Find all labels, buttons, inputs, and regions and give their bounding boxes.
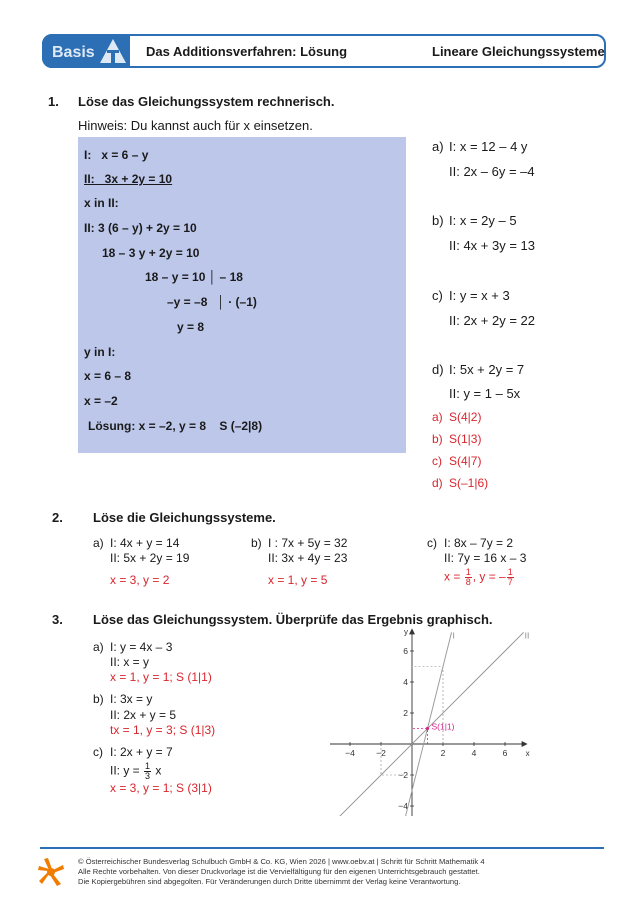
solution-value: S(4|7) (449, 454, 482, 468)
task3-instruction: Löse das Gleichungssystem. Überprüfe das Ergebnis graphisch. (93, 612, 493, 627)
exercise-label: b) (432, 213, 444, 228)
exercise-label: a) (432, 139, 444, 154)
exercise-label: c) (432, 288, 443, 303)
x-tick-label: −4 (345, 748, 355, 758)
footer-rule (40, 847, 604, 849)
footer-fees: Die Kopiergebühren sind abgegolten. Für Veränderungen durch Dritte übernimmt der Verlag keine Verantwortung. (78, 877, 461, 886)
footer-rights: Alle Rechte vorbehalten. Von dieser Druckvorlage ist die Vervielfältigung für den eigenen Unterrichtsgebrauch gestattet. (78, 867, 480, 876)
solution-label: d) (432, 476, 443, 490)
x-axis-label: x (525, 749, 530, 758)
worked-line: Lösung: x = –2, y = 8 S (–2|8) (88, 419, 263, 433)
worked-line: –y = –8 │ · (–1) (167, 295, 257, 309)
graph-line-label: II (524, 630, 530, 641)
item-label: a) (93, 640, 104, 654)
task2-number: 2. (52, 510, 63, 525)
y-tick-label: −4 (398, 801, 408, 811)
worked-line: x in II: (84, 196, 119, 210)
graph-line-label: I (452, 630, 455, 641)
solution-value: S(–1|6) (449, 476, 489, 490)
x-tick-label: 2 (440, 748, 446, 758)
item-eq2: II: 7y = 16 x – 3 (444, 551, 527, 565)
item-eq1: I: 4x + y = 14 (110, 536, 180, 550)
worked-line: II: 3 (6 – y) + 2y = 10 (84, 221, 197, 235)
task1-number: 1. (48, 94, 59, 109)
worked-line: 18 – 3 y + 2y = 10 (102, 246, 200, 260)
y-tick-label: 2 (403, 708, 408, 718)
item-eq2: II: y = $\frac{1}{3}$ x (110, 761, 162, 781)
task1-hint: Hinweis: Du kannst auch für x einsetzen. (78, 118, 313, 133)
exercise-eq2: II: y = 1 – 5x (449, 386, 521, 401)
task2-instruction: Löse die Gleichungssysteme. (93, 510, 276, 525)
publisher-logo-icon (38, 858, 64, 886)
intersection-label: S(1|1) (431, 721, 455, 732)
footer-copyright: © Österreichischer Bundesverlag Schulbuch GmbH & Co. KG, Wien 2026 | www.oebv.at | Schritt für Schritt Mathematik 4 (78, 857, 485, 866)
worked-line: I: x = 6 – y (84, 148, 149, 162)
item-label: b) (93, 692, 104, 706)
page-topic: Lineare Gleichungssysteme (432, 44, 605, 59)
task3-number: 3. (52, 612, 63, 627)
exercise-eq2: II: 2x + 2y = 22 (449, 313, 535, 328)
item-eq1: I: 3x = y (110, 692, 153, 706)
item-eq1: I: 2x + y = 7 (110, 745, 173, 759)
item-eq2: II: 3x + 4y = 23 (268, 551, 348, 565)
item-eq2: II: x = y (110, 655, 150, 669)
worked-line: II: 3x + 2y = 10 (84, 172, 173, 186)
item-eq1: I: y = 4x – 3 (110, 640, 173, 654)
worked-line: x = –2 (84, 394, 118, 408)
exercise-eq2: II: 2x – 6y = –4 (449, 164, 535, 179)
solution-label: a) (432, 410, 443, 424)
exercise-eq2: II: 4x + 3y = 13 (449, 238, 535, 253)
solution-value: S(4|2) (449, 410, 482, 424)
worked-line: x = 6 – 8 (84, 369, 132, 383)
task1-instruction: Löse das Gleichungssystem rechnerisch. (78, 94, 335, 109)
solution-label: b) (432, 432, 443, 446)
item-label: c) (427, 536, 437, 550)
y-tick-label: 6 (403, 646, 408, 656)
item-eq1: I: 8x – 7y = 2 (444, 536, 514, 550)
page-title: Das Additionsverfahren: Lösung (146, 44, 348, 59)
worked-line: 18 – y = 10 │ – 18 (145, 270, 243, 284)
y-tick-label: 4 (403, 677, 408, 687)
exercise-label: d) (432, 362, 444, 377)
item-solution: x = $\frac{1}{8}$ , y = – $\frac{1}{7}$ (444, 567, 513, 587)
x-axis-arrow (522, 741, 528, 747)
exercise-eq1: I: x = 12 – 4 y (449, 139, 528, 154)
item-solution: x = 3, y = 1; S (3|1) (110, 781, 212, 795)
item-solution: tx = 1, y = 3; S (1|3) (110, 723, 216, 737)
item-eq1: I : 7x + 5y = 32 (268, 536, 348, 550)
item-solution: x = 3, y = 2 (110, 573, 170, 587)
coordinate-graph (330, 624, 530, 816)
item-eq2: II: 5x + 2y = 19 (110, 551, 190, 565)
x-tick-label: −2 (376, 748, 386, 758)
y-axis-label: y (404, 627, 408, 637)
solution-value: S(1|3) (449, 432, 482, 446)
level-badge-label: Basis (52, 44, 95, 61)
guide-line (412, 667, 443, 745)
triangle-level-icon (98, 36, 128, 66)
item-eq2: II: 2x + y = 5 (110, 708, 177, 722)
x-tick-label: 6 (502, 748, 508, 758)
intersection-point (426, 727, 429, 730)
item-label: a) (93, 536, 104, 550)
item-solution: x = 1, y = 5 (268, 573, 328, 587)
item-label: b) (251, 536, 262, 550)
exercise-eq1: I: y = x + 3 (449, 288, 510, 303)
solution-label: c) (432, 454, 442, 468)
worked-line: y = 8 (177, 320, 205, 334)
exercise-eq1: I: x = 2y – 5 (449, 213, 517, 228)
item-label: c) (93, 745, 103, 759)
item-solution: x = 1, y = 1; S (1|1) (110, 670, 212, 684)
y-tick-label: −2 (398, 770, 408, 780)
y-axis-arrow (409, 628, 415, 634)
x-tick-label: 4 (471, 748, 477, 758)
exercise-eq1: I: 5x + 2y = 7 (449, 362, 525, 377)
worked-line: y in I: (84, 345, 116, 359)
